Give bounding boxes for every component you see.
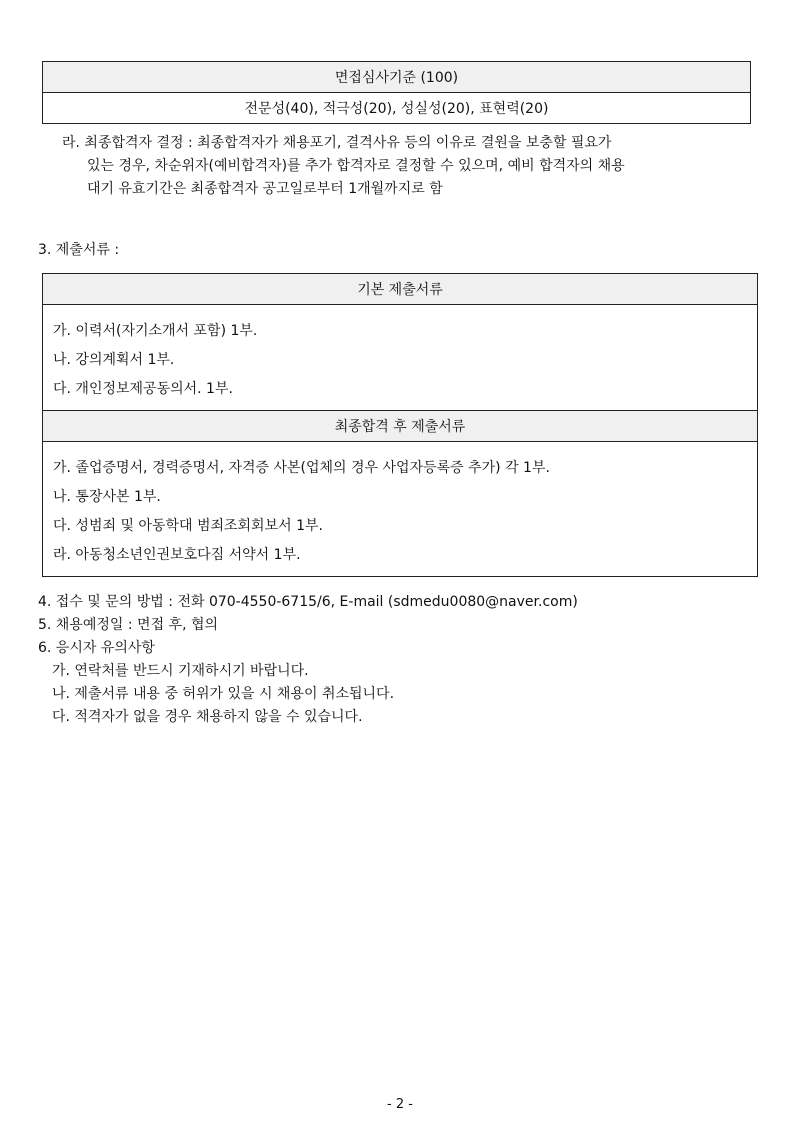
final-docs-list [43,442,757,576]
basic-docs-list [43,305,757,410]
sections-4-6 [38,591,578,729]
list-item: 나. 강의계획서 1부. [53,352,175,368]
basic-docs-cell [43,305,758,411]
list-item: 나. 제출서류 내용 중 허위가 있을 시 채용이 취소됩니다. [52,686,395,702]
final-pass-line-3: 대기 유효기간은 최종합격자 공고일로부터 1개월까지로 함 [87,181,443,197]
list-item: 다. 성범죄 및 아동학대 범죄조회회보서 1부. [53,518,323,534]
interview-criteria-row: 전문성(40), 적극성(20), 성실성(20), 표현력(20) [43,93,751,124]
list-item: 가. 연락처를 반드시 기재하시기 바랍니다. [52,663,309,679]
final-pass-line-1: 라. 최종합격자 결정 : 최종합격자가 채용포기, 결격사유 등의 이유로 결원을 보충할 필요가 [62,135,612,151]
basic-docs-header: 기본 제출서류 [43,274,758,305]
list-item: 라. 아동청소년인권보호다짐 서약서 1부. [53,547,301,563]
list-item: 다. 개인정보제공동의서. 1부. [53,381,233,397]
list-item: 다. 적격자가 없을 경우 채용하지 않을 수 있습니다. [52,709,363,725]
list-item: 가. 졸업증명서, 경력증명서, 자격증 사본(업체의 경우 사업자등록증 추가) 각 1부. [53,460,550,476]
page-number: - 2 - [387,1097,413,1112]
final-pass-line-2: 있는 경우, 차순위자(예비합격자)를 추가 합격자로 결정할 수 있으며, 예비 합격자의 채용 [87,158,625,174]
section-4-label: 4. 접수 및 문의 방법 : [38,594,173,610]
final-docs-header: 최종합격 후 제출서류 [43,411,758,442]
section-6-title: 6. 응시자 유의사항 [38,640,155,656]
section-3-title: 3. 제출서류 : [38,242,120,258]
final-docs-cell [43,442,758,577]
final-pass-paragraph [62,132,762,201]
interview-criteria-header: 면접심사기준 (100) [43,62,751,93]
interview-criteria-table [42,61,751,124]
list-item: 가. 이력서(자기소개서 포함) 1부. [53,323,258,339]
section-4 [38,591,578,614]
section-5: 5. 채용예정일 : 면접 후, 협의 [38,617,219,633]
documents-table [42,273,758,577]
section-4-contact: 전화 070-4550-6715/6, E-mail (sdmedu0080@naver.com) [173,594,578,610]
list-item: 나. 통장사본 1부. [53,489,161,505]
